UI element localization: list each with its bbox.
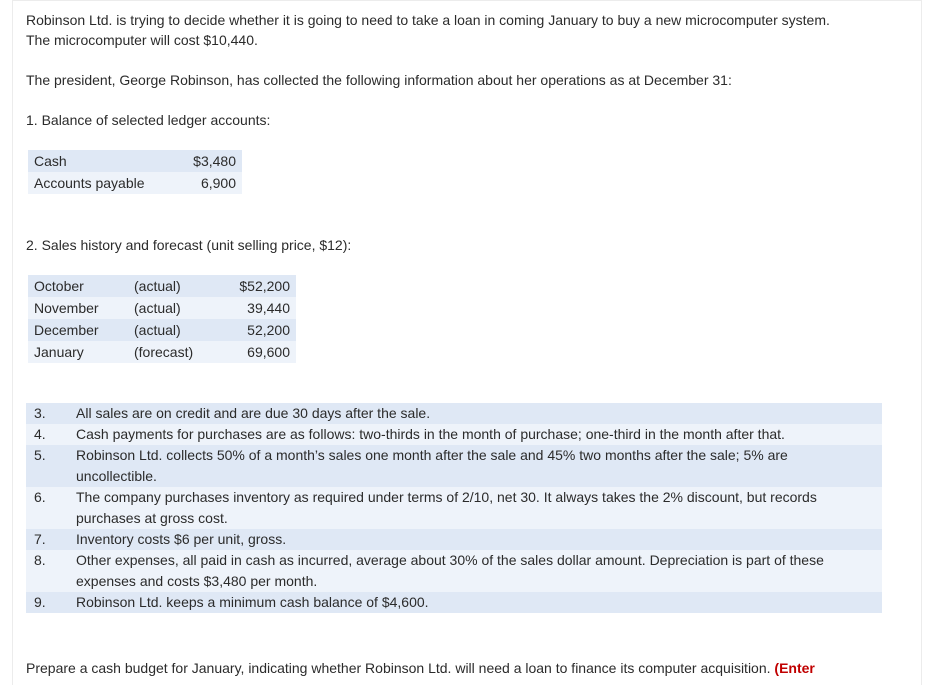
sales-amount: 39,440 — [216, 297, 296, 319]
intro-line-2: The microcomputer will cost $10,440. — [26, 32, 258, 48]
note-number: 5. — [34, 447, 46, 463]
president-statement: The president, George Robinson, has collected the following information about her operations as at December 31: — [26, 72, 732, 88]
note-text: Robinson Ltd. keeps a minimum cash balance of $4,600. — [76, 594, 429, 610]
sales-amount: $52,200 — [216, 275, 296, 297]
table-row — [28, 275, 296, 297]
note-text: Robinson Ltd. collects 50% of a month’s sales one month after the sale and 45% two months after the sale; 5% are uncollectible. — [76, 447, 788, 484]
instruction-text: Prepare a cash budget for January, indicating whether Robinson Ltd. will need a loan to finance its computer acquisition. — [26, 660, 771, 676]
note-number: 7. — [34, 531, 46, 547]
sales-table — [28, 275, 296, 363]
sales-amount: 52,200 — [216, 319, 296, 341]
list-item — [26, 445, 882, 487]
note-text: Cash payments for purchases are as follows: two-thirds in the month of purchase; one-third in the month after that. — [76, 426, 785, 442]
table-row — [28, 341, 296, 363]
note-number: 3. — [34, 405, 46, 421]
note-number: 9. — [34, 594, 46, 610]
table-row — [28, 172, 242, 194]
intro-line-1: Robinson Ltd. is trying to decide whether it is going to need to take a loan in coming January to buy a new microcomputer system. — [26, 12, 830, 28]
list-item — [26, 550, 882, 592]
sales-month: December — [28, 319, 128, 341]
sales-month: October — [28, 275, 128, 297]
note-text: Other expenses, all paid in cash as incurred, average about 30% of the sales dollar amount. Depreciation is part of these expenses and costs $3,480 per month. — [76, 552, 824, 589]
item-1-heading: 1. Balance of selected ledger accounts: — [26, 112, 271, 128]
sales-month: November — [28, 297, 128, 319]
list-item — [26, 403, 882, 424]
ledger-amount: $3,480 — [170, 150, 242, 172]
note-number: 4. — [34, 426, 46, 442]
list-item — [26, 592, 882, 613]
ledger-table — [28, 150, 242, 194]
note-text: All sales are on credit and are due 30 days after the sale. — [76, 405, 431, 421]
ledger-account: Cash — [28, 150, 170, 172]
note-text: Inventory costs $6 per unit, gross. — [76, 531, 287, 547]
ledger-account: Accounts payable — [28, 172, 170, 194]
table-row — [28, 297, 296, 319]
note-number: 6. — [34, 489, 46, 505]
sales-type: (actual) — [128, 275, 216, 297]
sales-type: (forecast) — [128, 341, 216, 363]
sales-month: January — [28, 341, 128, 363]
sales-type: (actual) — [128, 297, 216, 319]
note-number: 8. — [34, 552, 46, 568]
sales-type: (actual) — [128, 319, 216, 341]
table-row — [28, 150, 242, 172]
table-row — [28, 319, 296, 341]
instruction — [26, 658, 815, 678]
list-item — [26, 424, 882, 445]
sales-heading: 2. Sales history and forecast (unit selling price, $12): — [26, 237, 352, 253]
note-text: The company purchases inventory as required under terms of 2/10, net 30. It always takes the 2% discount, but records purchases at gross cost. — [76, 489, 817, 526]
instruction-emphasis: (Enter — [774, 660, 815, 676]
list-item — [26, 529, 882, 550]
sales-amount: 69,600 — [216, 341, 296, 363]
notes-list — [26, 403, 882, 613]
list-item — [26, 487, 882, 529]
ledger-amount: 6,900 — [170, 172, 242, 194]
